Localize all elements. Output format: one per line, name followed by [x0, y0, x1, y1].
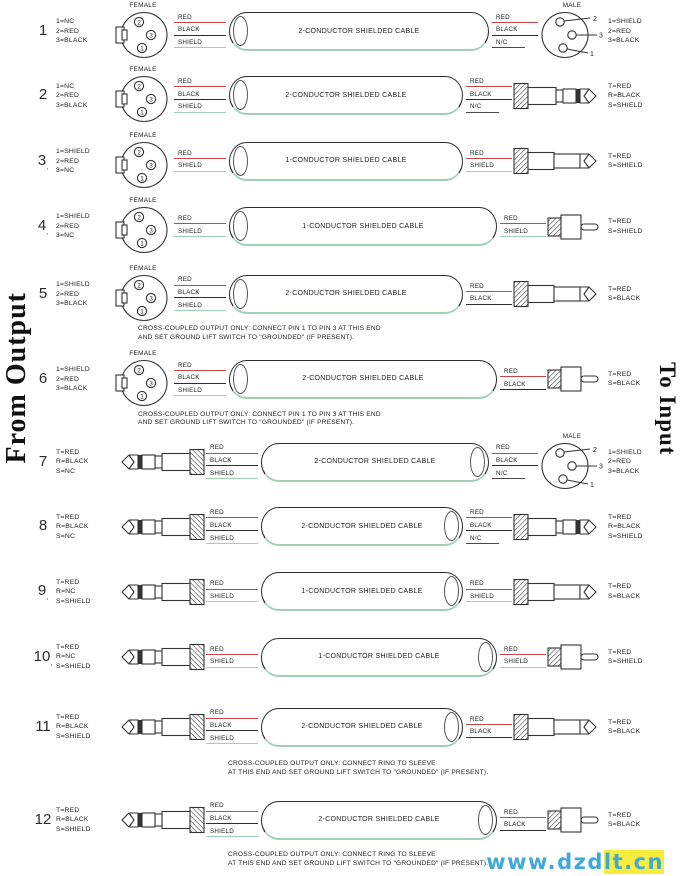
pin-label: T=RED: [608, 152, 632, 160]
black-wire: BLACK: [206, 723, 258, 731]
xlr-male-connector: [539, 433, 605, 492]
xlr-female-icon: [113, 272, 173, 324]
red-wire: RED: [174, 277, 226, 285]
shield-wire: SHIELD: [174, 40, 226, 48]
xlr-female-icon: [113, 139, 173, 191]
wire-labels: [205, 645, 259, 670]
nc-wire: N/C: [492, 471, 538, 479]
black-wire: BLACK: [466, 296, 512, 304]
rca-plug-connector: [547, 642, 605, 672]
row-number: 6: [38, 369, 48, 387]
connector-gender-label: FEMALE: [129, 2, 157, 10]
shielded-cable: 1-CONDUCTOR SHIELDED CABLE: [229, 142, 463, 181]
shield-wire: SHIELD: [206, 536, 258, 544]
shielded-cable: 1-CONDUCTOR SHIELDED CABLE: [261, 638, 497, 677]
shield-wire: SHIELD: [174, 388, 226, 396]
wire-labels: [205, 508, 259, 546]
output-pin-labels: [56, 806, 113, 835]
output-pin-labels: [56, 147, 113, 176]
red-wire: RED: [500, 810, 546, 818]
red-wire: RED: [500, 369, 546, 377]
pin-label: S=SHIELD: [56, 662, 91, 670]
red-wire: RED: [206, 803, 258, 811]
pin-label: 1=SHIELD: [56, 148, 90, 156]
pin-label: T=RED: [608, 370, 632, 378]
rca-plug-connector: [547, 805, 605, 835]
pin-label: 3=BLACK: [56, 385, 88, 393]
black-wire: BLACK: [174, 375, 226, 383]
trs-plug-icon: [113, 447, 205, 477]
pin-label: 3=BLACK: [608, 467, 640, 475]
xlr-female-connector: [113, 2, 173, 61]
black-wire: BLACK: [466, 729, 512, 737]
output-pin-labels: [56, 643, 113, 672]
pin-label: 2=RED: [56, 27, 80, 35]
ts-plug-icon: [513, 577, 605, 607]
trs-plug-connector: [113, 512, 205, 542]
black-wire: BLACK: [174, 290, 226, 298]
trs-plug-connector: [113, 447, 205, 477]
row-number: 2: [38, 86, 48, 104]
trs-plug-connector: [113, 712, 205, 742]
red-wire: RED: [206, 647, 258, 655]
xlr-female-connector: [113, 66, 173, 125]
wire-labels: [205, 708, 259, 746]
pin-label: R=BLACK: [56, 458, 89, 466]
input-pin-labels: [608, 582, 658, 601]
output-pin-labels: [56, 17, 113, 46]
pin-label: 3=BLACK: [56, 300, 88, 308]
connector-gender-label: FEMALE: [129, 349, 157, 357]
xlr-female-connector: [113, 350, 173, 409]
row-number: 7: [38, 452, 48, 470]
wiring-row-9: [0, 559, 680, 624]
pin-label: 1=SHIELD: [608, 448, 642, 456]
red-wire: RED: [466, 284, 512, 292]
black-wire: BLACK: [206, 816, 258, 824]
black-wire: BLACK: [206, 458, 258, 466]
shielded-cable: 2-CONDUCTOR SHIELDED CABLE: [261, 443, 489, 482]
shield-wire: SHIELD: [206, 659, 258, 667]
shielded-cable: 1-CONDUCTOR SHIELDED CABLE: [261, 572, 463, 611]
watermark: [486, 850, 664, 874]
pin-label: T=RED: [56, 578, 80, 586]
red-wire: RED: [492, 15, 538, 23]
wiring-row-3: [0, 129, 680, 194]
ts-plug-connector: [513, 146, 605, 176]
row-number: 12: [34, 810, 52, 828]
wire-labels: [465, 77, 513, 115]
pin-label: T=RED: [608, 718, 632, 726]
red-wire: RED: [174, 79, 226, 87]
wiring-row-2: [0, 63, 680, 129]
trs-plug-icon: [513, 81, 605, 111]
pin-label: 2=RED: [56, 222, 80, 230]
wire-labels: [491, 443, 539, 481]
watermark-highlighted-text: lt.cn: [603, 850, 664, 874]
input-pin-labels: [608, 448, 658, 477]
connector-gender-label: MALE: [562, 2, 582, 10]
pin-label: T=RED: [56, 643, 80, 651]
pin-label: 2=RED: [56, 375, 80, 383]
black-wire: BLACK: [500, 822, 546, 830]
pin-label: 3=NC: [56, 232, 75, 240]
input-pin-labels: [608, 718, 658, 737]
pin-label: R=NC: [56, 653, 76, 661]
red-wire: RED: [206, 445, 258, 453]
watermark-text: www.dzd: [486, 850, 604, 874]
wire-labels: [491, 13, 539, 51]
wire-labels: [465, 579, 513, 604]
pin-label: T=RED: [56, 448, 80, 456]
black-wire: BLACK: [492, 458, 538, 466]
ts-plug-connector: [513, 577, 605, 607]
output-pin-labels: [56, 212, 113, 241]
black-wire: BLACK: [500, 382, 546, 390]
trs-plug-icon: [113, 805, 205, 835]
ts-plug-icon: [513, 279, 605, 309]
pin-label: 2=RED: [608, 458, 632, 466]
shield-wire: SHIELD: [500, 659, 546, 667]
red-wire: RED: [466, 79, 512, 87]
shielded-cable: 2-CONDUCTOR SHIELDED CABLE: [261, 708, 463, 747]
pin-label: 2=RED: [56, 157, 80, 165]
wire-labels: [205, 801, 259, 839]
pin-label: 2=RED: [608, 27, 632, 35]
nc-wire: N/C: [466, 104, 512, 112]
pin-label: S=SHIELD: [608, 532, 643, 540]
trs-plug-connector: [113, 642, 205, 672]
xlr-male-icon: [539, 9, 605, 61]
shielded-cable: 2-CONDUCTOR SHIELDED CABLE: [261, 507, 463, 546]
xlr-female-connector: [113, 265, 173, 324]
pin-label: R=BLACK: [608, 92, 641, 100]
rca-plug-icon: [547, 642, 605, 672]
red-wire: RED: [174, 151, 226, 159]
pin-label: 2=RED: [56, 92, 80, 100]
black-wire: BLACK: [466, 92, 512, 100]
red-wire: RED: [206, 581, 258, 589]
xlr-female-connector: [113, 132, 173, 191]
wire-labels: [173, 275, 227, 313]
wire-labels: [173, 149, 227, 174]
row-number: 1: [38, 22, 48, 40]
shield-wire: SHIELD: [466, 163, 512, 171]
pin-label: T=RED: [56, 713, 80, 721]
shield-wire: SHIELD: [206, 736, 258, 744]
connector-gender-label: FEMALE: [129, 66, 157, 74]
wiring-row-1: [0, 0, 680, 63]
wire-labels: [499, 645, 547, 670]
red-wire: RED: [492, 445, 538, 453]
pin-label: R=BLACK: [56, 816, 89, 824]
wire-labels: [499, 807, 547, 832]
pin-label: 1=SHIELD: [56, 281, 90, 289]
red-wire: RED: [174, 216, 226, 224]
trs-plug-icon: [113, 642, 205, 672]
xlr-female-connector: [113, 197, 173, 256]
input-pin-labels: [608, 811, 658, 830]
trs-plug-icon: [113, 712, 205, 742]
cross-coupled-note: CROSS-COUPLED OUTPUT ONLY: CONNECT PIN 1 TO PIN 3 AT THIS END AND SET GROUND LIFT SWITCH TO "GROUNDED" (IF PRESENT).: [138, 325, 381, 341]
pin-label: S=SHIELD: [56, 825, 91, 833]
pin-label: 3=BLACK: [608, 37, 640, 45]
pin-label: R=BLACK: [56, 523, 89, 531]
pin-label: 3=BLACK: [56, 101, 88, 109]
pin-label: 3=NC: [56, 167, 75, 175]
output-pin-labels: [56, 448, 113, 477]
output-pin-labels: [56, 713, 113, 742]
shielded-cable: 2-CONDUCTOR SHIELDED CABLE: [229, 360, 497, 399]
rca-plug-icon: [547, 805, 605, 835]
pin-label: 1=NC: [56, 18, 75, 26]
shielded-cable: 2-CONDUCTOR SHIELDED CABLE: [229, 12, 489, 51]
pin-label: S=BLACK: [608, 592, 641, 600]
wire-labels: [465, 715, 513, 740]
pin-label: S=BLACK: [608, 821, 641, 829]
shielded-cable: 2-CONDUCTOR SHIELDED CABLE: [261, 801, 497, 840]
ts-plug-connector: [513, 279, 605, 309]
pin-label: T=RED: [608, 513, 632, 521]
trs-plug-connector: [113, 577, 205, 607]
wiring-row-11: [0, 690, 680, 780]
connector-gender-label: MALE: [562, 432, 582, 440]
output-pin-labels: [56, 513, 113, 542]
pin-label: S=SHIELD: [56, 732, 91, 740]
from-output-label: From Output: [1, 292, 32, 464]
pin-label: 2=RED: [56, 290, 80, 298]
nc-wire: N/C: [466, 536, 512, 544]
pin-label: S=SHIELD: [608, 658, 643, 666]
shielded-cable: 1-CONDUCTOR SHIELDED CABLE: [229, 207, 497, 246]
input-pin-labels: [608, 82, 658, 111]
wire-labels: [499, 214, 547, 239]
pin-label: S=NC: [56, 467, 76, 475]
shielded-cable: 2-CONDUCTOR SHIELDED CABLE: [229, 76, 463, 115]
red-wire: RED: [206, 710, 258, 718]
red-wire: RED: [466, 717, 512, 725]
xlr-female-icon: [113, 73, 173, 125]
red-wire: RED: [466, 581, 512, 589]
trs-plug-icon: [513, 512, 605, 542]
input-pin-labels: [608, 648, 658, 667]
to-input-label: To Input: [655, 362, 680, 456]
black-wire: BLACK: [492, 27, 538, 35]
red-wire: RED: [174, 363, 226, 371]
shield-wire: SHIELD: [174, 229, 226, 237]
trs-plug-icon: [113, 512, 205, 542]
wire-labels: [173, 360, 227, 398]
xlr-female-icon: [113, 204, 173, 256]
output-pin-labels: [56, 280, 113, 309]
shield-wire: SHIELD: [206, 829, 258, 837]
wire-labels: [173, 77, 227, 115]
pin-label: T=RED: [608, 811, 632, 819]
wire-labels: [465, 149, 513, 174]
trs-plug-connector: [513, 81, 605, 111]
connector-gender-label: FEMALE: [129, 131, 157, 139]
trs-plug-icon: [113, 577, 205, 607]
wire-labels: [465, 282, 513, 307]
xlr-female-icon: [113, 9, 173, 61]
pin-label: S=BLACK: [608, 295, 641, 303]
input-pin-labels: [608, 152, 658, 171]
trs-plug-connector: [513, 512, 605, 542]
output-pin-labels: [56, 365, 113, 394]
pin-label: S=SHIELD: [56, 597, 91, 605]
wiring-row-10: [0, 624, 680, 690]
black-wire: BLACK: [466, 523, 512, 531]
ts-plug-icon: [513, 712, 605, 742]
xlr-female-icon: [113, 357, 173, 409]
pin-label: T=RED: [608, 285, 632, 293]
red-wire: RED: [206, 510, 258, 518]
red-wire: RED: [500, 647, 546, 655]
pin-label: 1=SHIELD: [56, 213, 90, 221]
pin-label: S=BLACK: [608, 380, 641, 388]
row-number: $3_,$: [37, 151, 49, 171]
cross-coupled-note: CROSS-COUPLED OUTPUT ONLY: CONNECT PIN 1 TO PIN 3 AT THIS END AND SET GROUND LIFT SWITCH TO "GROUNDED" (IF PRESENT).: [138, 410, 381, 427]
wiring-row-7: [0, 430, 680, 495]
row-number: $9_,$: [37, 582, 49, 602]
row-number: 8: [38, 517, 48, 535]
shield-wire: SHIELD: [174, 303, 226, 311]
row-number: 5: [38, 284, 48, 302]
output-pin-labels: [56, 578, 113, 607]
pin-label: 1=SHIELD: [56, 366, 90, 374]
black-wire: BLACK: [206, 523, 258, 531]
row-number: $10_,$: [33, 647, 53, 667]
shield-wire: SHIELD: [206, 594, 258, 602]
pin-label: 3=BLACK: [56, 37, 88, 45]
pin-label: R=NC: [56, 588, 76, 596]
black-wire: BLACK: [174, 92, 226, 100]
wire-labels: [499, 367, 547, 392]
xlr-male-icon: [539, 440, 605, 492]
shielded-cable: 2-CONDUCTOR SHIELDED CABLE: [229, 275, 463, 314]
shield-wire: SHIELD: [174, 104, 226, 112]
input-pin-labels: [608, 513, 658, 542]
shield-wire: SHIELD: [500, 229, 546, 237]
input-pin-labels: [608, 217, 658, 236]
pin-label: 1=SHIELD: [608, 18, 642, 26]
pin-label: T=RED: [56, 806, 80, 814]
shield-wire: SHIELD: [174, 163, 226, 171]
input-pin-labels: [608, 370, 658, 389]
nc-wire: N/C: [492, 40, 538, 48]
input-pin-labels: [608, 285, 658, 304]
wiring-row-5: [0, 260, 680, 346]
wiring-row-6: [0, 345, 680, 430]
wire-labels: [465, 508, 513, 546]
red-wire: RED: [174, 15, 226, 23]
cross-coupled-note: CROSS-COUPLED OUTPUT ONLY: CONNECT RING TO SLEEVE AT THIS END AND SET GROUND LIFT SWITCH TO "GROUNDED" (IF PRESENT).: [228, 851, 489, 867]
xlr-male-connector: [539, 2, 605, 61]
pin-label: T=RED: [608, 218, 632, 226]
wire-labels: [173, 13, 227, 51]
pin-label: T=RED: [56, 513, 80, 521]
cross-coupled-note: CROSS-COUPLED OUTPUT ONLY: CONNECT RING TO SLEEVE AT THIS END AND SET GROUND LIFT SWITCH TO "GROUNDED" (IF PRESENT).: [228, 760, 489, 776]
pin-label: R=BLACK: [608, 523, 641, 531]
wire-labels: [205, 443, 259, 481]
black-wire: BLACK: [174, 27, 226, 35]
wiring-row-8: [0, 495, 680, 560]
ts-plug-connector: [513, 712, 605, 742]
shield-wire: SHIELD: [206, 471, 258, 479]
red-wire: RED: [466, 151, 512, 159]
row-number: 11: [35, 717, 51, 735]
pin-label: T=RED: [608, 583, 632, 591]
pin-label: S=NC: [56, 532, 76, 540]
pin-label: 1=NC: [56, 82, 75, 90]
trs-plug-connector: [113, 805, 205, 835]
red-wire: RED: [466, 510, 512, 518]
row-number: $4_,$: [37, 217, 49, 237]
wire-labels: [205, 579, 259, 604]
red-wire: RED: [500, 216, 546, 224]
shield-wire: SHIELD: [466, 594, 512, 602]
rca-plug-connector: [547, 364, 605, 394]
pin-label: S=SHIELD: [608, 101, 643, 109]
pin-label: T=RED: [608, 648, 632, 656]
pin-label: S=SHIELD: [608, 227, 643, 235]
ts-plug-icon: [513, 146, 605, 176]
connector-gender-label: FEMALE: [129, 264, 157, 272]
pin-label: S=SHIELD: [608, 162, 643, 170]
pin-label: T=RED: [608, 82, 632, 90]
connector-gender-label: FEMALE: [129, 197, 157, 205]
rca-plug-icon: [547, 364, 605, 394]
wire-labels: [173, 214, 227, 239]
input-pin-labels: [608, 17, 658, 46]
rca-plug-icon: [547, 212, 605, 242]
rca-plug-connector: [547, 212, 605, 242]
output-pin-labels: [56, 82, 113, 111]
wiring-row-4: [0, 194, 680, 260]
pin-label: R=BLACK: [56, 723, 89, 731]
pin-label: S=BLACK: [608, 728, 641, 736]
